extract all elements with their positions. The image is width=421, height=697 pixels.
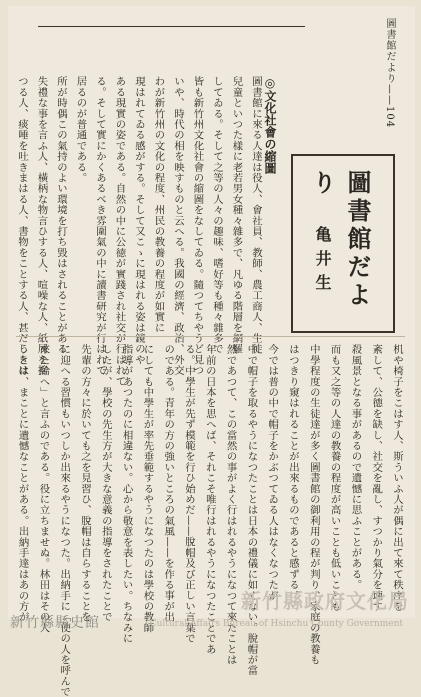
text-column: はつきり窺はれることが出來るものであると感ずる。 <box>287 344 299 601</box>
text-column: 殺風景となる事があるので遺憾に思ふことがある。 <box>349 344 362 591</box>
text-column: 指導があつたのに相違ない。心から敬意を表したい。ちなみに <box>120 344 133 644</box>
text-column: 然であつて、この當然の事がよく行はれるやうになつて來たことは <box>224 344 237 665</box>
text-column: 机や椅子をこはす人、斯ういふ人が偶に出て來て秩序を <box>391 344 403 612</box>
text-column: わが新竹州の文化の程度、州民の教養の程度が如實に <box>152 76 165 333</box>
text-column: ある現實の姿である。自然の中に公徳が實踐され社交が行はれて <box>113 76 126 387</box>
text-column: 居るのが普通である。 <box>74 76 87 183</box>
text-column: うとは、まことに遺憾なことがある。出納手達はあの方が <box>16 344 29 623</box>
article-title: 圖書館だより <box>308 170 372 310</box>
section-divider <box>16 336 405 337</box>
text-column: 來た給へ」と言ふのである。役に立ちませぬ。林田はその人 <box>37 344 50 633</box>
title-box <box>291 154 395 333</box>
article-author: 亀井生 <box>313 226 332 298</box>
running-title: 圖書館だより——104 <box>384 18 395 129</box>
text-column: 皆も新竹州文化社會の縮圖をなしてゐる。隨つてちやうど見つ <box>191 76 204 376</box>
bureau-watermark: 新竹縣政府文化局 <box>241 589 409 613</box>
header-rule <box>38 26 305 27</box>
text-column: いや、時代の相を映すものと云へる。我國の經濟、政治、外交 <box>172 76 184 376</box>
text-column: 紊して、公德を缺し、社交を亂し、すつかり氣分を壊す <box>370 344 383 612</box>
library-stamp: 新竹縣縣史館 <box>10 615 100 631</box>
text-column: 失禮な事を言ふ人、橫柄な物言ひする人、喧噪な人、紙屑を捨 <box>35 76 48 376</box>
bureau-watermark-english: Cultural Affairs Bureau of Hsinchu County Government <box>149 619 403 629</box>
text-column: 先輩の方々に於いても之を見習ひ、脫帽は自らすることを <box>79 344 91 623</box>
text-column: 年前の日本を思へば、それこそ唯行はれるやうになつたことであ <box>203 344 216 655</box>
text-column: つる人、痰唾を吐きまはる人、書物をことする人、甚だしきは <box>16 76 28 376</box>
text-column: る。そして實にかくあるべき雰圍氣の中に讀書研究が行はれて <box>94 76 106 376</box>
text-column: 兒童といつた樣に老若男女種々雜多で、凡ゆる階層を網羅 <box>230 76 243 355</box>
text-column: 所が時偶この氣持のよい環境を打ち毀はされることがある <box>55 76 67 355</box>
text-column: にしても中學生が率先垂範するやうになつたのは學校の教師 <box>141 344 154 633</box>
text-column: してゐる。そして之等の人々の趣味、嗜好等も種々雜多で <box>211 76 223 355</box>
text-column: 中で帽子を取るやうになつたことは日本の禮儀に如くない。脫帽が當 <box>245 344 258 676</box>
text-column: 今では普の中で帽子をかぶつてゐる人はなくなつたが、 <box>266 344 279 612</box>
text-column: 中學程度の生徒達が多く圖書館の御利用の程が判り、家庭の教養も <box>307 344 320 665</box>
text-column: したが、學校の先生方が大きな意義の指導をされたことで <box>99 344 112 623</box>
text-column: のである。青年の方の強いところの氣風——を作る事が出 <box>162 344 175 623</box>
text-column: 現はれてゐる感がする。そして又こゝに現はれる姿は鏡のや <box>133 76 145 365</box>
text-column: 而も又之等の人達の教養の程度が高いことも低いことも <box>328 344 341 612</box>
section-heading: ◎文化社會の縮圖 <box>263 76 277 174</box>
text-column: る。中學生が先ず模範を行ひ始めだ——脫帽及び正しい言葉で <box>183 344 195 644</box>
text-column: 圖書館に來る人達は役人、會社員、教師、農工商人、生徒 <box>250 76 262 355</box>
text-column: に迎へる習慣もいつしか出來るやうになつた。出納手に「使の人を呼んで <box>58 344 71 697</box>
